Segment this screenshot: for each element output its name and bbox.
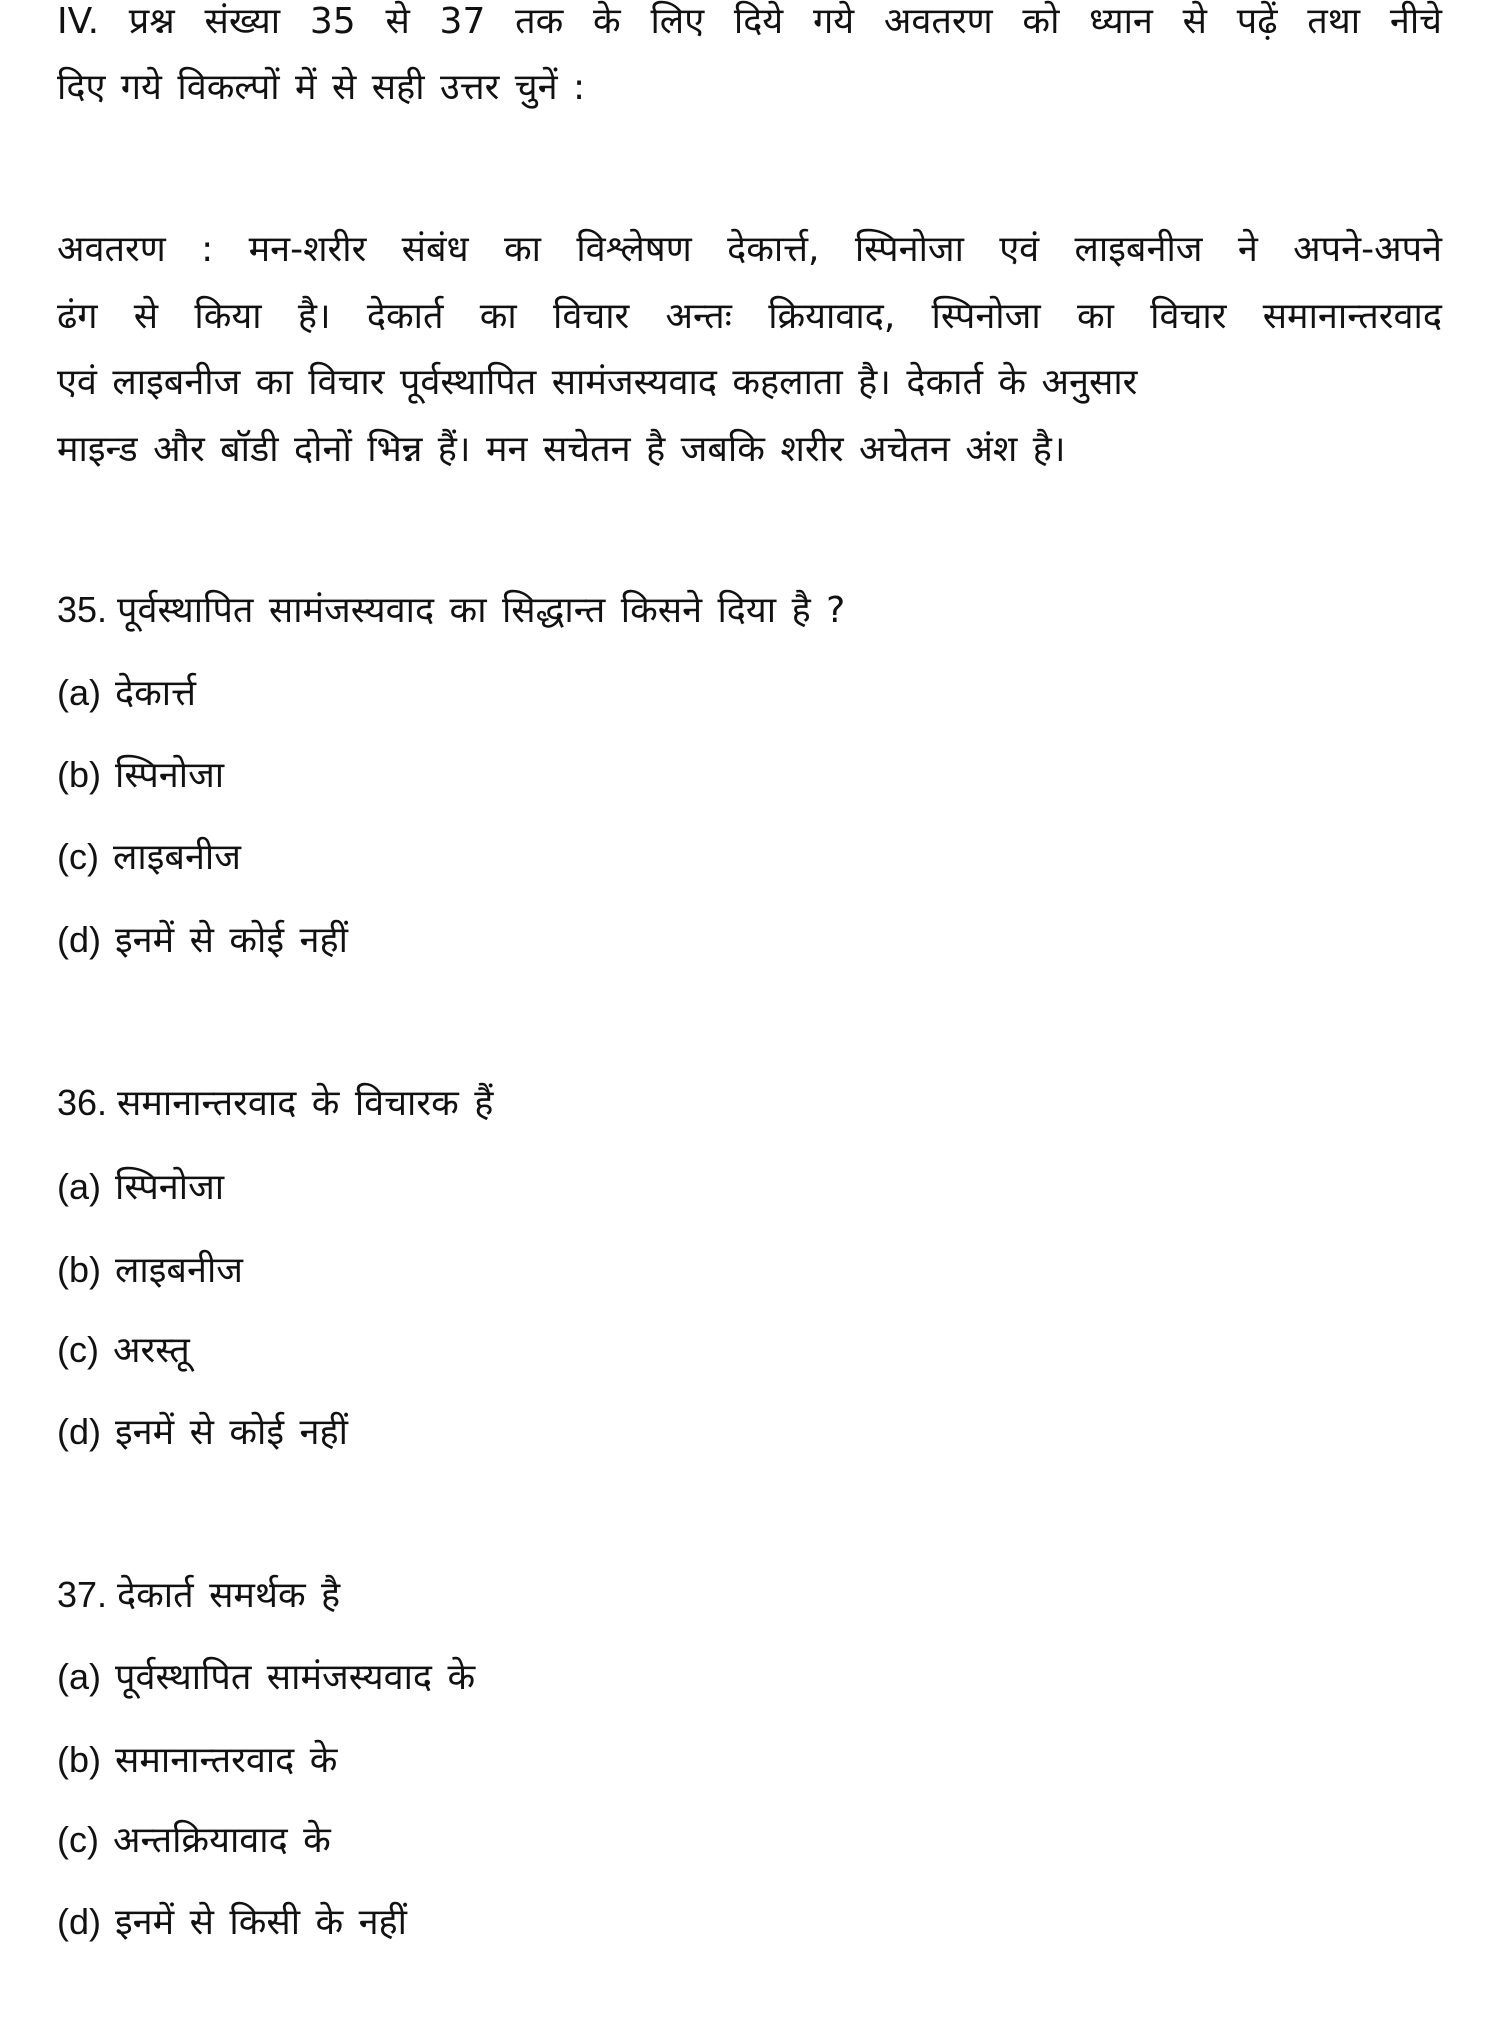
option-label: (b) — [57, 1739, 101, 1780]
q35-option-c — [57, 829, 241, 885]
option-label: (a) — [57, 1166, 101, 1207]
question-text: पूर्वस्थापित सामंजस्यवाद का सिद्धान्त किसने दिया है ? — [117, 590, 846, 631]
q36-option-d — [57, 1404, 348, 1460]
question-text: समानान्तरवाद के विचारक हैं — [117, 1083, 494, 1124]
q35-option-a — [57, 665, 196, 721]
q36-option-c — [57, 1322, 190, 1378]
q37-option-c — [57, 1812, 331, 1868]
option-label: (a) — [57, 1656, 101, 1697]
passage-line-1: अवतरण : मन-शरीर संबंध का विश्लेषण देकार्त्त, स्पिनोजा एवं लाइबनीज ने अपने-अपने — [57, 229, 1442, 270]
option-text: अन्तक्रियावाद के — [112, 1820, 331, 1861]
q37-option-a — [57, 1649, 475, 1705]
q36-option-b — [57, 1242, 243, 1298]
option-text: पूर्वस्थापित सामंजस्यवाद के — [115, 1657, 476, 1698]
q35-option-b — [57, 747, 224, 803]
question-number: 35. — [57, 589, 108, 630]
option-label: (d) — [57, 1901, 101, 1942]
option-text: इनमें से किसी के नहीं — [115, 1902, 407, 1943]
passage-line-3: एवं लाइबनीज का विचार पूर्वस्थापित सामंजस्यवाद कहलाता है। देकार्त के अनुसार — [57, 362, 1138, 403]
option-label: (c) — [57, 1819, 99, 1860]
q36-option-a — [57, 1159, 224, 1215]
option-text: अरस्तू — [112, 1330, 190, 1371]
option-label: (c) — [57, 836, 99, 877]
option-label: (d) — [57, 1411, 101, 1452]
section-instructions-line-1: IV. प्रश्न संख्या 35 से 37 तक के लिए दिये गये अवतरण को ध्यान से पढ़ें तथा नीचे — [57, 1, 1442, 42]
option-label: (c) — [57, 1329, 99, 1370]
option-text: लाइबनीज — [112, 837, 241, 878]
option-label: (b) — [57, 754, 101, 795]
passage-line-4: माइन्ड और बॉडी दोनों भिन्न हैं। मन सचेतन है जबकि शरीर अचेतन अंश है। — [57, 429, 1066, 470]
question-text: देकार्त समर्थक है — [117, 1575, 341, 1616]
option-label: (d) — [57, 919, 101, 960]
option-text: इनमें से कोई नहीं — [115, 1412, 348, 1453]
option-text: स्पिनोजा — [115, 755, 225, 796]
option-text: लाइबनीज — [115, 1250, 243, 1291]
option-label: (b) — [57, 1249, 101, 1290]
q37-option-b — [57, 1732, 337, 1788]
question-number: 36. — [57, 1082, 108, 1123]
q37-option-d — [57, 1894, 407, 1950]
q35-option-d — [57, 912, 348, 968]
passage-line-2: ढंग से किया है। देकार्त का विचार अन्तः क्रियावाद, स्पिनोजा का विचार समानान्तरवाद — [57, 296, 1442, 337]
question-35 — [57, 582, 845, 638]
option-text: देकार्त्त — [115, 673, 196, 714]
option-text: स्पिनोजा — [115, 1167, 225, 1208]
question-36 — [57, 1075, 493, 1131]
section-instructions-line-2: दिए गये विकल्पों में से सही उत्तर चुनें : — [57, 67, 586, 108]
option-label: (a) — [57, 672, 101, 713]
question-37 — [57, 1567, 340, 1623]
option-text: समानान्तरवाद के — [115, 1740, 338, 1781]
question-number: 37. — [57, 1574, 108, 1615]
option-text: इनमें से कोई नहीं — [115, 920, 348, 961]
